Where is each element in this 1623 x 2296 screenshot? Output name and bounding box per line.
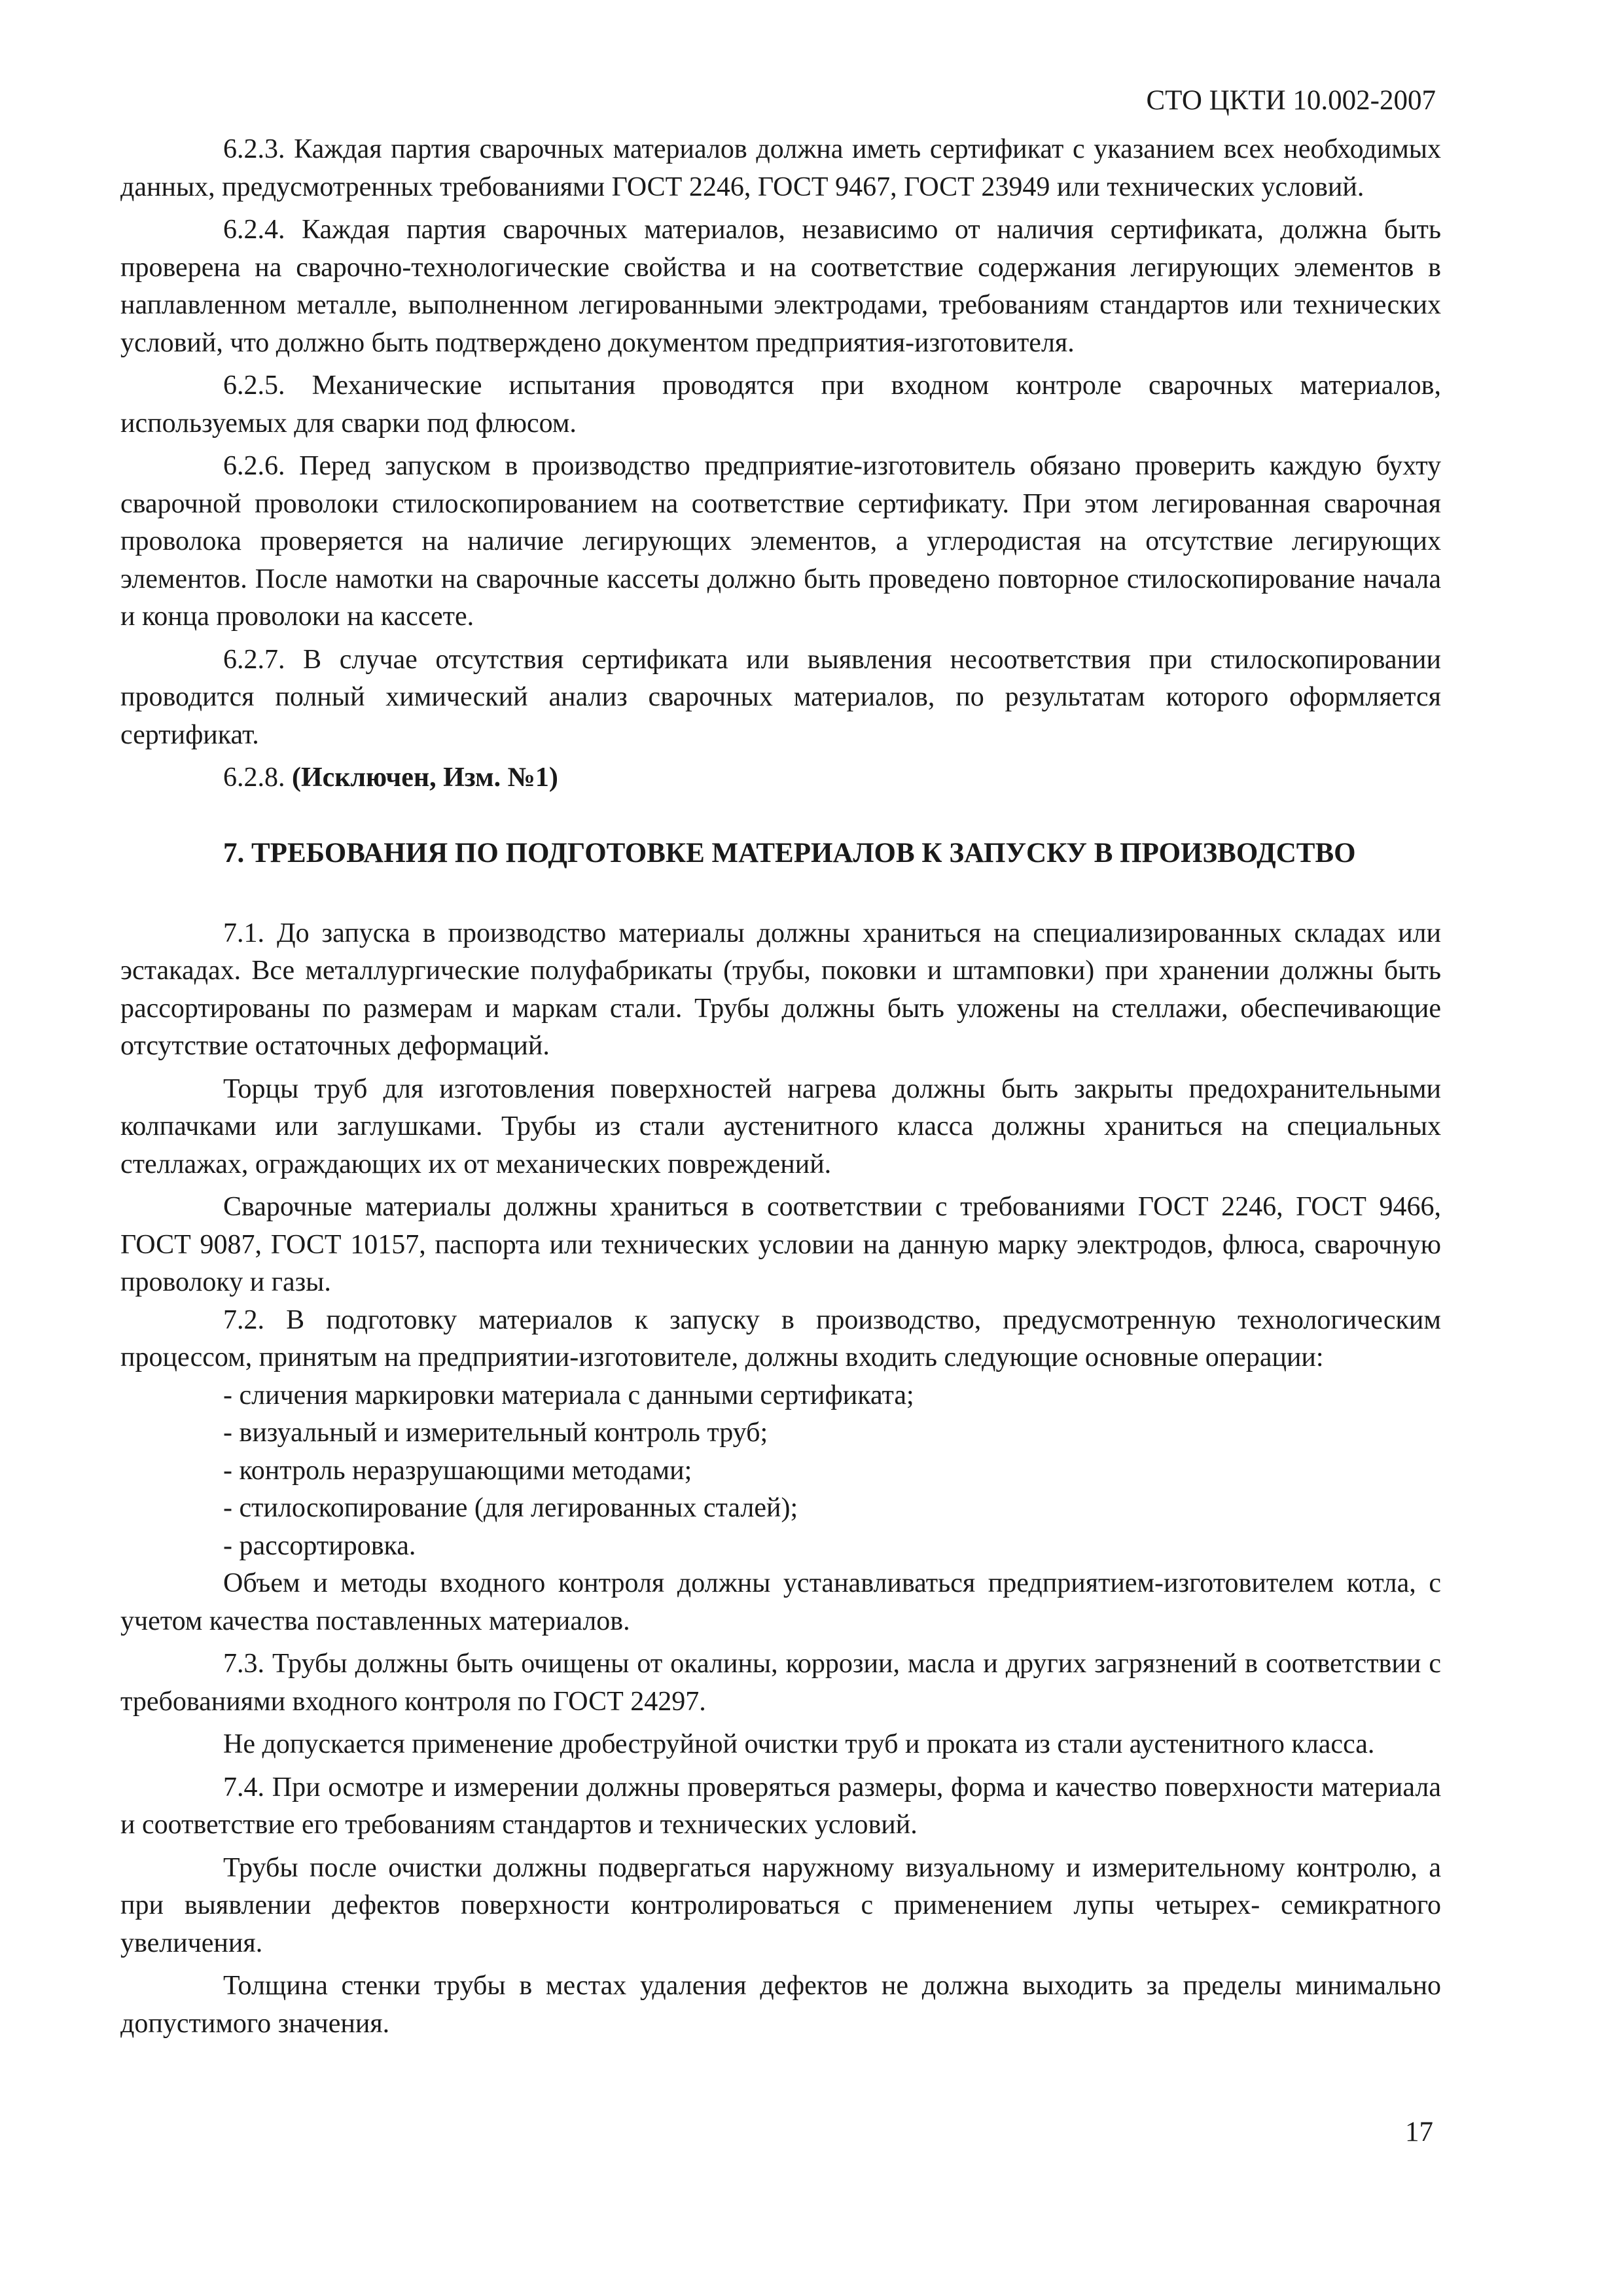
list-item: - сличения маркировки материала с данными сертификата; [223,1380,914,1410]
paragraph-7-4-inspection: Трубы после очистки должны подвергаться наружному визуальному и измерительному контролю, а при выявлении дефектов поверхности контролироваться с применением лупы четырех- семикратного увеличения. [120,1852,1441,1958]
paragraph-7-4: 7.4. При осмотре и измерении должны проверяться размеры, форма и качество поверхности материала и соответствие его требованиям стандартов и технических условий. [120,1772,1441,1840]
document-body [120,131,1441,2043]
paragraph-6-2-8-number: 6.2.8. [223,762,292,793]
paragraph-7-1: 7.1. До запуска в производство материалы должны храниться на специализированных складах или эстакадах. Все металлургические полуфабрикаты (трубы, поковки и штамповки) при хранении должны быть рассортированы по размерам и маркам стали. Трубы должны быть уложены на стеллажи, обеспечивающие отсутствие остаточных деформаций. [120,918,1441,1061]
list-item: - рассортировка. [223,1530,416,1561]
paragraph-6-2-8-excluded-note: (Исключен, Изм. №1) [292,762,558,793]
list-item: - контроль неразрушающими методами; [223,1455,692,1486]
page-number: 17 [1405,2117,1433,2147]
section-7-heading: 7. ТРЕБОВАНИЯ ПО ПОДГОТОВКЕ МАТЕРИАЛОВ К ЗАПУСКУ В ПРОИЗВОДСТВО [223,837,1356,869]
list-item: - стилоскопирование (для легированных сталей); [223,1493,798,1523]
paragraph-6-2-8 [120,759,1441,797]
paragraph-6-2-3: 6.2.3. Каждая партия сварочных материалов должна иметь сертификат с указанием всех необходимых данных, предусмотренных требованиями ГОСТ 2246, ГОСТ 9467, ГОСТ 23949 или технических условий. [120,134,1441,202]
paragraph-7-4-wall-thickness: Толщина стенки трубы в местах удаления дефектов не должна выходить за пределы минимально допустимого значения. [120,1971,1441,2039]
paragraph-7-2-control-scope: Объем и методы входного контроля должны устанавливаться предприятием-изготовителем котла, с учетом качества поставленных материалов. [120,1568,1441,1636]
paragraph-6-2-7: 6.2.7. В случае отсутствия сертификата или выявления несоответствия при стилоскопировании проводится полный химический анализ сварочных материалов, по результатам которого оформляется сертификат. [120,644,1441,750]
paragraph-6-2-4: 6.2.4. Каждая партия сварочных материалов, независимо от наличия сертификата, должна быть проверена на сварочно-технологические свойства и на соответствие содержания легирующих элементов в наплавленном металле, выполненном легированными электродами, требованиям стандартов или технических условий, что должно быть подтверждено документом предприятия-изготовителя. [120,215,1441,358]
paragraph-7-3: 7.3. Трубы должны быть очищены от окалины, коррозии, масла и других загрязнений в соответствии с требованиями входного контроля по ГОСТ 24297. [120,1649,1441,1717]
paragraph-7-1-welding-materials: Сварочные материалы должны храниться в соответствии с требованиями ГОСТ 2246, ГОСТ 9466, ГОСТ 9087, ГОСТ 10157, паспорта или технических условии на данную марку электродов, флюса, сварочную проволоку и газы. [120,1192,1441,1297]
paragraph-6-2-6: 6.2.6. Перед запуском в производство предприятие-изготовитель обязано проверить каждую бухту сварочной проволоки стилоскопированием на соответствие сертификату. При этом легированная сварочная проволока проверяется на наличие легирующих элементов, а углеродистая на отсутствие легирующих элементов. После намотки на сварочные кассеты должно быть проведено повторное стилоскопирование начала и конца проволоки на кассете. [120,451,1441,632]
list-item: - визуальный и измерительный контроль труб; [223,1418,768,1448]
paragraph-7-1-tube-ends: Торцы труб для изготовления поверхностей нагрева должны быть закрыты предохранительными колпачками или заглушками. Трубы из стали аустенитного класса должны храниться на специальных стеллажах, ограждающих их от механических повреждений. [120,1073,1441,1179]
paragraph-7-2: 7.2. В подготовку материалов к запуску в производство, предусмотренную технологическим процессом, принятым на предприятии-изготовителе, должны входить следующие основные операции: [120,1304,1441,1372]
document-code-header: СТО ЦКТИ 10.002-2007 [1146,85,1436,116]
paragraph-7-3-shot-blasting: Не допускается применение дробеструйной очистки труб и проката из стали аустенитного класса. [223,1729,1375,1759]
paragraph-6-2-5: 6.2.5. Механические испытания проводятся при входном контроле сварочных материалов, используемых для сварки под флюсом. [120,370,1441,439]
